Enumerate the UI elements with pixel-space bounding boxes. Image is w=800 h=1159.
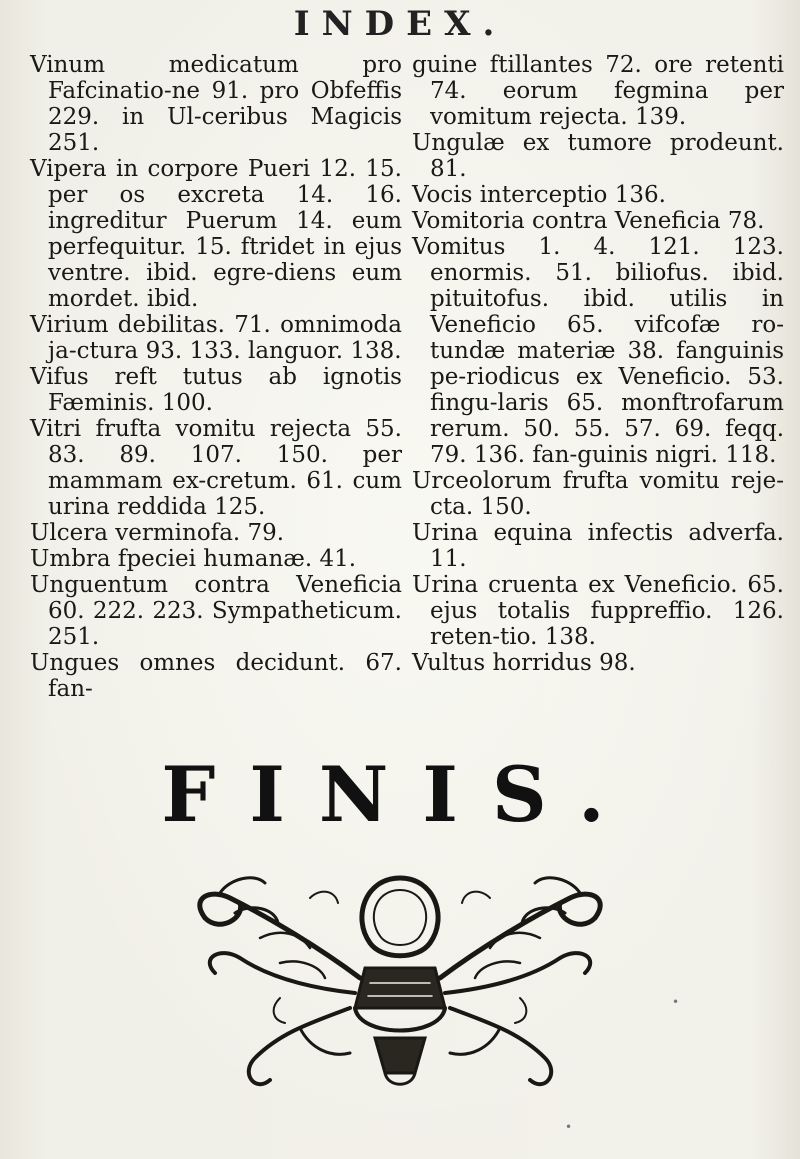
print-speck: • (565, 1120, 573, 1134)
index-entry: Ulcera verminofa. 79. (30, 520, 285, 546)
print-speck: • (672, 995, 680, 1009)
index-entry: Vomitoria contra Veneficia 78. (412, 208, 765, 234)
index-entry: Vipera in corpore Pueri 12. 15. per os excreta 14. 16. ingreditur Puerum 14. eum perfequitur. 15. ftridet in ejus ventre. ibid. egre-diens eum mordet. ibid. (30, 156, 402, 312)
index-entry: Unguentum contra Veneficia 60. 222. 223. Sympatheticum. 251. (30, 572, 402, 650)
index-entry: Virium debilitas. 71. omnimoda ja-ctura 93. 133. languor. 138. (30, 312, 402, 364)
tailpiece-ornament-icon (160, 858, 640, 1108)
index-entry: guine ftillantes 72. ore retenti 74. eorum fegmina per vomitum rejecta. 139. (412, 52, 784, 130)
index-entry: Vomitus 1. 4. 121. 123. enormis. 51. biliofus. ibid. pituitofus. ibid. utilis in Veneficio 65. vifcofæ ro-tundæ materiæ 38. fanguinis pe-riodicus ex Veneficio. 53. fingu-laris 65. monftrofarum rerum. 50. 55. 57. 69. feqq. 79. 136. fan-guinis nigri. 118. (412, 234, 784, 468)
page-header-title: INDEX. (293, 4, 507, 44)
index-entry: Urina cruenta ex Veneficio. 65. ejus totalis fuppreffio. 126. reten-tio. 138. (412, 572, 784, 650)
index-entry: Ungues omnes decidunt. 67. fan- (30, 650, 402, 702)
index-entry: Urceolorum frufta vomitu reje-cta. 150. (412, 468, 784, 520)
index-entry: Vifus reft tutus ab ignotis Fæminis. 100. (30, 364, 402, 416)
index-entry: Vocis interceptio 136. (412, 182, 666, 208)
index-entry: Umbra fpeciei humanæ. 41. (30, 546, 357, 572)
index-entry: Vultus horridus 98. (412, 650, 636, 676)
index-entry: Vinum medicatum pro Fafcinatio-ne 91. pro Obfeffis 229. in Ul-ceribus Magicis 251. (30, 52, 402, 156)
index-entry: Vitri frufta vomitu rejecta 55. 83. 89. 107. 150. per mammam ex-cretum. 61. cum urina reddida 125. (30, 416, 402, 520)
index-entry: Urina equina infectis adverfa. 11. (412, 520, 784, 572)
right-column (412, 52, 784, 676)
index-entry: Ungulæ ex tumore prodeunt. 81. (412, 130, 784, 182)
finis-heading: FINIS. (161, 750, 639, 839)
left-column (30, 52, 402, 702)
